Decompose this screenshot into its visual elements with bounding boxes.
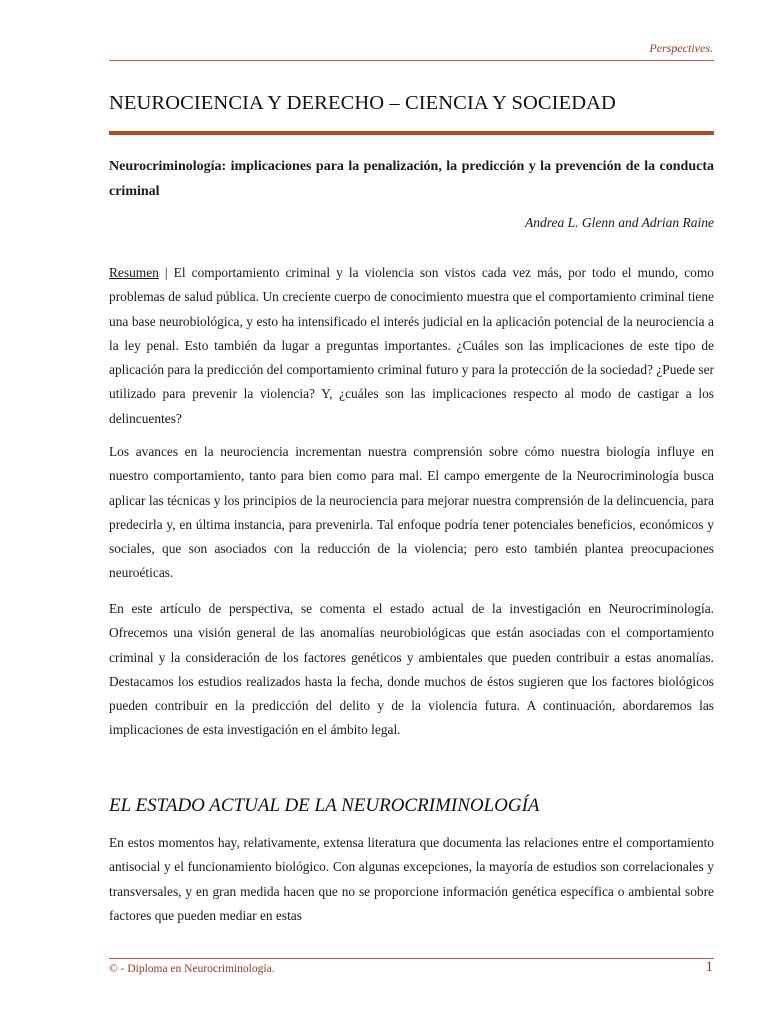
paragraph-text: En estos momentos hay, relativamente, extensa literatura que documenta las relaciones entre el comportamiento antisocial y el funcionamiento biológico. Con algunas excepciones, la mayoría de estudios son correlacionales y transversales, y en gran medida hacen que no se proporcione información genética específica o ambiental sobre factores que pueden mediar en estas	[109, 835, 714, 923]
page-title: NEUROCIENCIA Y DERECHO – CIENCIA Y SOCIEDAD	[109, 92, 616, 114]
abstract-paragraph	[109, 261, 714, 431]
body-paragraph	[109, 440, 714, 586]
page-number: 1	[705, 959, 713, 975]
header-divider	[109, 60, 714, 61]
abstract-separator: |	[158, 265, 174, 280]
footer-divider	[109, 958, 714, 959]
title-divider	[109, 131, 714, 135]
abstract-label: Resumen	[109, 265, 159, 280]
body-paragraph	[109, 597, 714, 743]
footer-copyright: © - Diploma en Neurocriminología.	[109, 963, 275, 975]
paragraph-text: Los avances en la neurociencia incrementan nuestra comprensión sobre cómo nuestra biología influye en nuestro comportamiento, tanto para bien como para mal. El campo emergente de la Neurocriminología busca aplicar las técnicas y los principios de la neurociencia para mejorar nuestra comprensión de la delincuencia, para predecirla y, en última instancia, para prevenirla. Tal enfoque podría tener potenciales beneficios, económicos y sociales, que son asociados con la reducción de la violencia; pero esto también plantea preocupaciones neuroéticas.	[109, 444, 714, 581]
article-authors: Andrea L. Glenn and Adrian Raine	[525, 215, 714, 230]
body-paragraph	[109, 831, 714, 928]
running-header: Perspectives.	[649, 41, 713, 55]
section-heading: EL ESTADO ACTUAL DE LA NEUROCRIMINOLOGÍA	[109, 795, 540, 816]
paragraph-text: En este artículo de perspectiva, se comenta el estado actual de la investigación en Neurocriminología. Ofrecemos una visión general de las anomalías neurobiológicas que están asociadas con el comportamiento criminal y la consideración de los factores genéticos y ambientales que pueden contribuir a estas anomalías. Destacamos los estudios realizados hasta la fecha, donde muchos de éstos sugieren que los factores biológicos pueden contribuir en la predicción del delito y de la violencia futura. A continuación, abordaremos las implicaciones de esta investigación en el ámbito legal.	[109, 601, 714, 738]
article-title: Neurocriminología: implicaciones para la penalización, la predicción y la prevención de la conducta criminal	[109, 159, 714, 199]
abstract-text: El comportamiento criminal y la violencia son vistos cada vez más, por todo el mundo, como problemas de salud pública. Un creciente cuerpo de conocimiento muestra que el comportamiento criminal tiene una base neurobiológica, y esto ha intensificado el interés judicial en la aplicación potencial de la neurociencia a la ley penal. Esto también da lugar a preguntas importantes. ¿Cuáles son las implicaciones de este tipo de aplicación para la predicción del comportamiento criminal futuro y para la protección de la sociedad? ¿Puede ser utilizado para prevenir la violencia? Y, ¿cuáles son las implicaciones respecto al modo de castigar a los delincuentes?	[109, 265, 714, 426]
